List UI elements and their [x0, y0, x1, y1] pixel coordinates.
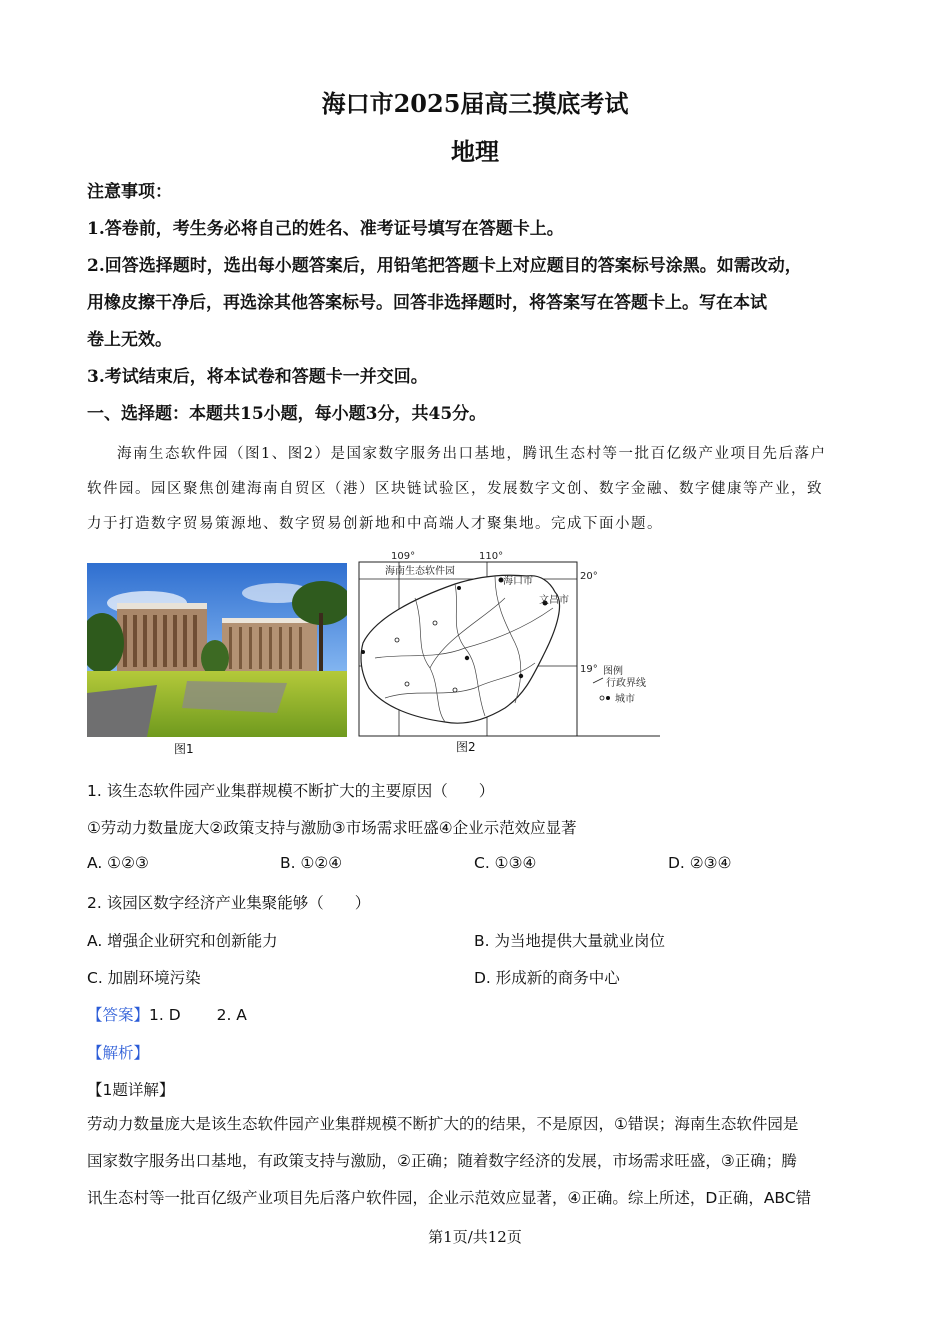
building-photo-illustration: [87, 563, 347, 737]
question-1-option-a[interactable]: A. ①②③: [87, 854, 149, 872]
legend-title: 图例: [603, 666, 623, 677]
question-1-stem: 1. 该生态软件园产业集群规模不断扩大的主要原因（ ）: [87, 782, 495, 800]
detail-line-3: 讯生态村等一批百亿级产业项目先后落户软件园，企业示范效应显著，④正确。综上所述，D正确，ABC错: [87, 1189, 812, 1207]
notice-item-1: 1.答卷前，考生务必将自己的姓名、准考证号填写在答题卡上。: [87, 219, 564, 239]
map-label-park: 海南生态软件园: [385, 566, 455, 577]
map-lat-20: 20°: [580, 571, 598, 582]
detail-body: [87, 1106, 877, 1217]
passage-line-3: 力于打造数字贸易策源地、数字贸易创新地和中高端人才聚集地。完成下面小题。: [87, 516, 663, 532]
legend-city-symbol-2: [606, 696, 610, 700]
question-1-option-c[interactable]: C. ①③④: [474, 854, 537, 872]
map-label-wenchang: 文昌市: [539, 595, 569, 606]
figure-1-caption: 图1: [174, 742, 194, 756]
question-2-option-a[interactable]: A. 增强企业研究和创新能力: [87, 932, 278, 950]
question-1-option-b[interactable]: B. ①②④: [280, 854, 343, 872]
notice-item-3: 3.考试结束后，将本试卷和答题卡一并交回。: [87, 367, 428, 387]
map-lon-110: 110°: [479, 551, 504, 562]
legend-city-symbol: [600, 696, 604, 700]
notice-item-2-line-1: 2.回答选择题时，选出每小题答案后，用铅笔把答题卡上对应题目的答案标号涂黑。如需改动，: [87, 256, 802, 276]
section-heading: 一、选择题：本题共15小题，每小题3分，共45分。: [87, 404, 487, 424]
notice-item-2-line-2: 用橡皮擦干净后，再选涂其他答案标号。回答非选择题时，将答案写在答题卡上。写在本试: [87, 293, 767, 313]
answer-text: 1. D 2. A: [149, 1006, 247, 1024]
question-2-option-b[interactable]: B. 为当地提供大量就业岗位: [474, 932, 665, 950]
figure-2-caption: 图2: [456, 740, 476, 754]
page-footer: 第1页/共12页: [428, 1228, 522, 1246]
question-1-items: ①劳动力数量庞大②政策支持与激励③市场需求旺盛④企业示范效应显著: [87, 819, 577, 837]
subject-title: 地理: [451, 137, 499, 166]
figure-2-map: [355, 548, 665, 740]
question-2-stem: 2. 该园区数字经济产业集聚能够（ ）: [87, 894, 371, 912]
passage-line-1: 海南生态软件园（图1、图2）是国家数字服务出口基地，腾讯生态村等一批百亿级产业项目先后落户: [117, 446, 827, 462]
detail-line-1: 劳动力数量庞大是该生态软件园产业集群规模不断扩大的的结果，不是原因，①错误；海南生态软件园是: [87, 1115, 799, 1133]
legend-boundary: 行政界线: [606, 678, 646, 689]
map-label-haikou: 海口市: [503, 576, 533, 587]
exam-title: 海口市2025届高三摸底考试: [321, 89, 629, 118]
legend-boundary-line: [593, 678, 603, 683]
map-lat-19: 19°: [580, 664, 598, 675]
answer-line: [87, 1003, 247, 1025]
island-outline: [361, 575, 560, 723]
notice-block: [87, 174, 877, 433]
question-1-option-d[interactable]: D. ②③④: [668, 854, 732, 872]
figure-1-photo: [87, 563, 347, 737]
detail-line-2: 国家数字服务出口基地，有政策支持与激励，②正确；随着数字经济的发展，市场需求旺盛，③正确；腾: [87, 1152, 797, 1170]
notice-item-2-line-3: 卷上无效。: [87, 330, 172, 350]
legend-city: 城市: [615, 694, 635, 705]
map-lon-109: 109°: [391, 551, 416, 562]
passage: [87, 437, 867, 542]
analysis-label: 【解析】: [87, 1044, 150, 1062]
detail-heading: 【1题详解】: [87, 1081, 175, 1099]
question-2-option-d[interactable]: D. 形成新的商务中心: [474, 969, 620, 987]
question-2-option-c[interactable]: C. 加剧环境污染: [87, 969, 201, 987]
notice-heading: 注意事项：: [87, 182, 172, 202]
passage-line-2: 软件园。园区聚焦创建海南自贸区（港）区块链试验区，发展数字文创、数字金融、数字健康等产业，致: [87, 481, 823, 497]
answer-label: 【答案】: [87, 1006, 150, 1024]
hainan-map: [355, 548, 665, 740]
